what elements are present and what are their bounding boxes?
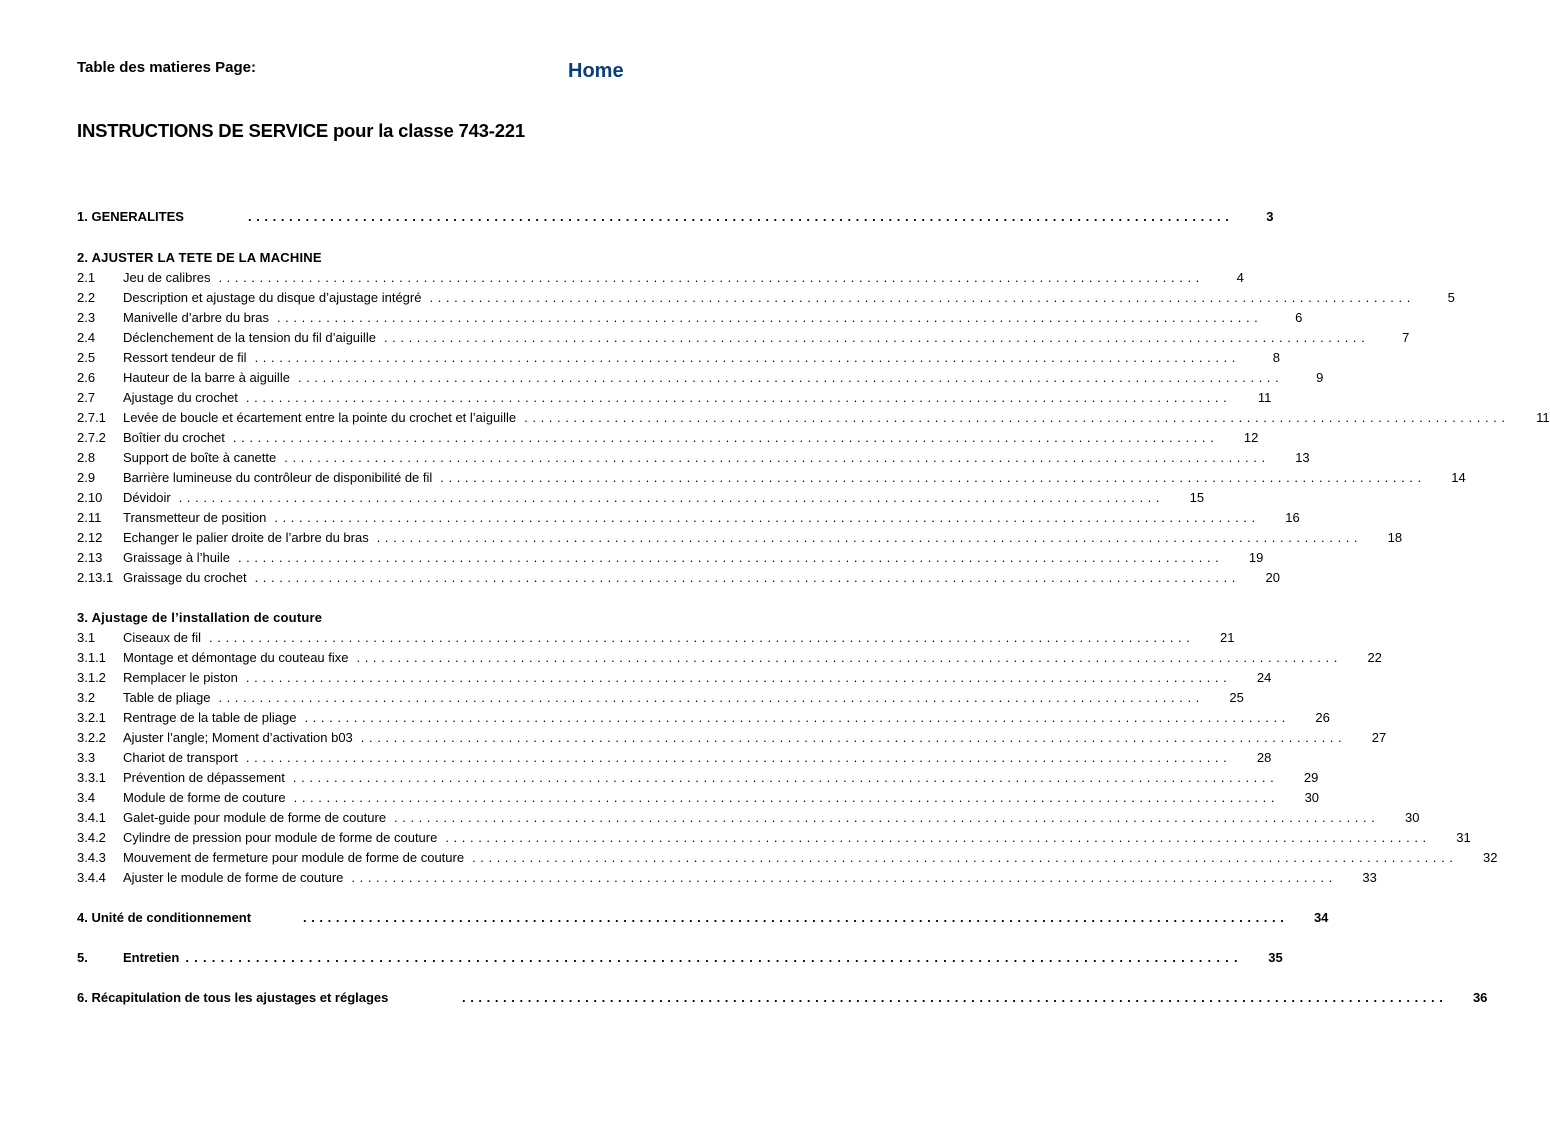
toc-leader: ........................................................................................................................: [245, 670, 1232, 685]
toc-page-number: 12: [1243, 430, 1259, 445]
toc-entry-title: Chariot de transport: [123, 750, 238, 765]
toc-entry-title: Dévidoir: [123, 490, 171, 505]
toc-entry-number: 3.3: [77, 750, 96, 765]
toc-entry[interactable]: [77, 368, 1324, 388]
toc-page-number: 30: [1304, 790, 1320, 805]
toc-entry-title: Ajuster le module de forme de couture: [123, 870, 344, 885]
toc-leader: ........................................................................................................................: [376, 530, 1363, 545]
toc-page-number: 32: [1483, 850, 1498, 865]
toc-entry-title: Description et ajustage du disque d’ajustage intégré: [123, 290, 422, 305]
toc-entry-number: 3.1.2: [77, 670, 106, 685]
toc-leader: ........................................................................................................................: [245, 750, 1232, 765]
toc-entry[interactable]: [77, 508, 1300, 528]
section-heading-3: 3. Ajustage de l’installation de couture: [77, 610, 323, 625]
toc-entry[interactable]: [77, 348, 1280, 368]
toc-leader: ........................................................................................................................: [394, 810, 1380, 825]
toc-leader: ........................................................................................................................: [303, 910, 1289, 925]
toc-entry-title: Levée de boucle et écartement entre la pointe du crochet et l’aiguille: [123, 410, 517, 425]
toc-entry-number: 3.4.2: [77, 830, 106, 845]
toc-entry-number: 2.7.1: [77, 410, 106, 425]
toc-page-number: 16: [1285, 510, 1300, 525]
toc-leader: ........................................................................................................................: [292, 770, 1279, 785]
toc-entry-title: Jeu de calibres: [123, 270, 211, 285]
toc-leader: ........................................................................................................................: [360, 730, 1347, 745]
toc-entry-title: Mouvement de fermeture pour module de forme de couture: [123, 850, 465, 865]
toc-entry[interactable]: [77, 308, 1303, 328]
toc-page-number: 30: [1405, 810, 1420, 825]
toc-leader: ........................................................................................................................: [185, 950, 1243, 965]
toc-leader: ........................................................................................................................: [274, 510, 1260, 525]
toc-entry[interactable]: [77, 288, 1455, 308]
toc-page-number: 29: [1303, 770, 1319, 785]
toc-entry[interactable]: [77, 428, 1259, 448]
toc-leader: ........................................................................................................................: [209, 630, 1195, 645]
toc-leader: ........................................................................................................................: [218, 690, 1204, 705]
toc-leader: ........................................................................................................................: [445, 830, 1431, 845]
toc-page-number: 34: [1313, 910, 1329, 925]
toc-entry[interactable]: [77, 788, 1320, 808]
toc-entry-section-1[interactable]: [77, 207, 1274, 227]
toc-entry-number: 2.12: [77, 530, 103, 545]
toc-leader: ........................................................................................................................: [248, 209, 1234, 224]
toc-leader: ........................................................................................................................: [429, 290, 1415, 305]
toc-page-number: 13: [1295, 450, 1310, 465]
toc-entry-number: 2.13.1: [77, 570, 114, 585]
section-2-list: [77, 268, 1550, 588]
toc-entry[interactable]: [77, 568, 1280, 588]
toc-entry[interactable]: [77, 268, 1244, 288]
toc-entry-title: Prévention de dépassement: [123, 770, 285, 785]
toc-page-number: 26: [1315, 710, 1330, 725]
toc-entry-title: Entretien: [123, 950, 180, 965]
toc-entry-number: 3.1: [77, 630, 96, 645]
toc-entry-title: Ressort tendeur de fil: [123, 350, 247, 365]
toc-leader: ........................................................................................................................: [254, 350, 1240, 365]
toc-leader: ........................................................................................................................: [297, 370, 1284, 385]
toc-entry[interactable]: [77, 548, 1264, 568]
toc-page-number: 6: [1295, 310, 1303, 325]
toc-entry-title: Transmetteur de position: [123, 510, 267, 525]
toc-leader: ........................................................................................................................: [524, 410, 1510, 425]
toc-entry[interactable]: [77, 748, 1272, 768]
toc-leader: ........................................................................................................................: [293, 790, 1280, 805]
toc-entry[interactable]: [77, 528, 1403, 548]
toc-entry-number: 2.9: [77, 470, 96, 485]
toc-leader: ........................................................................................................................: [245, 390, 1232, 405]
toc-entry-number: 3.4.3: [77, 850, 106, 865]
toc-entry-number: 2.7: [77, 390, 96, 405]
toc-entry-title: Ciseaux de fil: [123, 630, 202, 645]
toc-entry-number: 3.4.4: [77, 870, 106, 885]
toc-entry[interactable]: [77, 668, 1272, 688]
toc-page-number: 22: [1367, 650, 1382, 665]
toc-leader: ........................................................................................................................: [383, 330, 1370, 345]
document-title: INSTRUCTIONS DE SERVICE pour la classe 743-221: [77, 120, 525, 141]
toc-entry-title: Module de forme de couture: [123, 790, 286, 805]
toc-page-number: 11: [1257, 390, 1272, 405]
toc-entry-section-5[interactable]: [77, 948, 1283, 968]
toc-entry[interactable]: [77, 808, 1420, 828]
toc-page-number: 27: [1371, 730, 1387, 745]
toc-leader: ........................................................................................................................: [237, 550, 1224, 565]
toc-entry-number: 3.2.2: [77, 730, 106, 745]
toc-leader: ........................................................................................................................: [232, 430, 1219, 445]
toc-entry-title: 6. Récapitulation de tous les ajustages et réglages: [77, 990, 389, 1005]
section-3-list: [77, 628, 1498, 888]
home-link[interactable]: Home: [568, 60, 624, 82]
toc-page-number: 36: [1472, 990, 1488, 1005]
toc-page-number: 5: [1447, 290, 1455, 305]
toc-entry-number: 2.1: [77, 270, 96, 285]
toc-entry[interactable]: [77, 848, 1498, 868]
toc-leader: ........................................................................................................................: [304, 710, 1290, 725]
toc-leader: ........................................................................................................................: [351, 870, 1337, 885]
toc-leader: ........................................................................................................................: [218, 270, 1204, 285]
toc-leader: ........................................................................................................................: [472, 850, 1458, 865]
toc-entry[interactable]: [77, 628, 1235, 648]
toc-entry-title: 4. Unité de conditionnement: [77, 910, 252, 925]
toc-entry[interactable]: [77, 728, 1387, 748]
toc-entry[interactable]: [77, 828, 1471, 848]
toc-entry[interactable]: [77, 688, 1244, 708]
toc-entry[interactable]: [77, 468, 1466, 488]
toc-entry[interactable]: [77, 408, 1550, 428]
toc-entry-number: 2.4: [77, 330, 96, 345]
toc-entry-title: Table de pliage: [123, 690, 211, 705]
toc-page-label: Table des matieres Page:: [77, 59, 256, 76]
toc-entry[interactable]: [77, 328, 1410, 348]
toc-entry-number: 3.1.1: [77, 650, 106, 665]
toc-entry-number: 2.8: [77, 450, 96, 465]
toc-page-number: 19: [1248, 550, 1264, 565]
section-heading-2: 2. AJUSTER LA TETE DE LA MACHINE: [77, 250, 322, 265]
toc-page-number: 28: [1256, 750, 1272, 765]
toc-entry[interactable]: [77, 388, 1272, 408]
toc-page-number: 15: [1189, 490, 1205, 505]
toc-leader: ........................................................................................................................: [254, 570, 1240, 585]
toc-entry[interactable]: [77, 868, 1377, 888]
toc-entry-number: 2.2: [77, 290, 96, 305]
toc-entry-title: Ajuster l’angle; Moment d’activation b03: [123, 730, 353, 745]
toc-leader: ........................................................................................................................: [178, 490, 1165, 505]
toc-entry-number: 2.10: [77, 490, 103, 505]
toc-page-number: 25: [1229, 690, 1244, 705]
toc-entry[interactable]: [77, 448, 1310, 468]
toc-entry[interactable]: [77, 708, 1330, 728]
toc-entry-number: 2.3: [77, 310, 96, 325]
toc-entry[interactable]: [77, 648, 1382, 668]
toc-page-number: 35: [1268, 950, 1283, 965]
toc-entry-title: Rentrage de la table de pliage: [123, 710, 297, 725]
toc-entry-section-4[interactable]: [77, 908, 1329, 928]
toc-entry-number: 3.2.1: [77, 710, 106, 725]
toc-entry-title: Barrière lumineuse du contrôleur de disponibilité de fil: [123, 470, 433, 485]
toc-entry-number: 2.13: [77, 550, 103, 565]
toc-entry-title: Graissage à l’huile: [123, 550, 230, 565]
toc-entry-number: 5.: [77, 950, 88, 965]
toc-page-number: 20: [1265, 570, 1280, 585]
toc-entry-title: Galet-guide pour module de forme de couture: [123, 810, 387, 825]
toc-page-number: 7: [1402, 330, 1410, 345]
toc-entry[interactable]: [77, 768, 1319, 788]
toc-entry-number: 2.5: [77, 350, 96, 365]
toc-entry-title: Graissage du crochet: [123, 570, 247, 585]
toc-entry-number: 2.6: [77, 370, 96, 385]
toc-leader: ........................................................................................................................: [440, 470, 1426, 485]
toc-entry-number: 3.4.1: [77, 810, 106, 825]
toc-page-number: 8: [1272, 350, 1280, 365]
toc-entry-number: 2.11: [77, 510, 102, 525]
toc-entry-number: 2.7.2: [77, 430, 106, 445]
toc-entry-section-6[interactable]: [77, 988, 1488, 1008]
toc-entry[interactable]: [77, 488, 1205, 508]
toc-entry-title: Boîtier du crochet: [123, 430, 225, 445]
toc-entry-title: Echanger le palier droite de l’arbre du bras: [123, 530, 369, 545]
toc-entry-title: 1. GENERALITES: [77, 209, 184, 224]
toc-page-number: 33: [1362, 870, 1377, 885]
toc-entry-number: 3.2: [77, 690, 96, 705]
toc-leader: ........................................................................................................................: [462, 990, 1448, 1005]
toc-entry-title: Support de boîte à canette: [123, 450, 277, 465]
toc-page-number: 14: [1451, 470, 1466, 485]
toc-entry-number: 3.3.1: [77, 770, 106, 785]
toc-page-number: 11: [1536, 410, 1550, 425]
toc-entry-title: Remplacer le piston: [123, 670, 238, 685]
toc-page-number: 9: [1316, 370, 1324, 385]
toc-leader: ........................................................................................................................: [284, 450, 1270, 465]
toc-entry-title: Hauteur de la barre à aiguille: [123, 370, 290, 385]
toc-entry-number: 3.4: [77, 790, 96, 805]
toc-entry-title: Manivelle d’arbre du bras: [123, 310, 269, 325]
toc-page-number: 18: [1387, 530, 1403, 545]
toc-entry-title: Déclenchement de la tension du fil d’aiguille: [123, 330, 376, 345]
toc-page-number: 3: [1266, 209, 1274, 224]
toc-entry-title: Ajustage du crochet: [123, 390, 238, 405]
toc-entry-title: Cylindre de pression pour module de forme de couture: [123, 830, 438, 845]
toc-leader: ........................................................................................................................: [276, 310, 1263, 325]
toc-page-number: 24: [1256, 670, 1272, 685]
toc-page-number: 4: [1236, 270, 1244, 285]
table-of-contents: [77, 207, 1550, 1008]
toc-leader: ........................................................................................................................: [356, 650, 1342, 665]
toc-entry-title: Montage et démontage du couteau fixe: [123, 650, 349, 665]
toc-page-number: 31: [1456, 830, 1471, 845]
toc-page-number: 21: [1220, 630, 1235, 645]
